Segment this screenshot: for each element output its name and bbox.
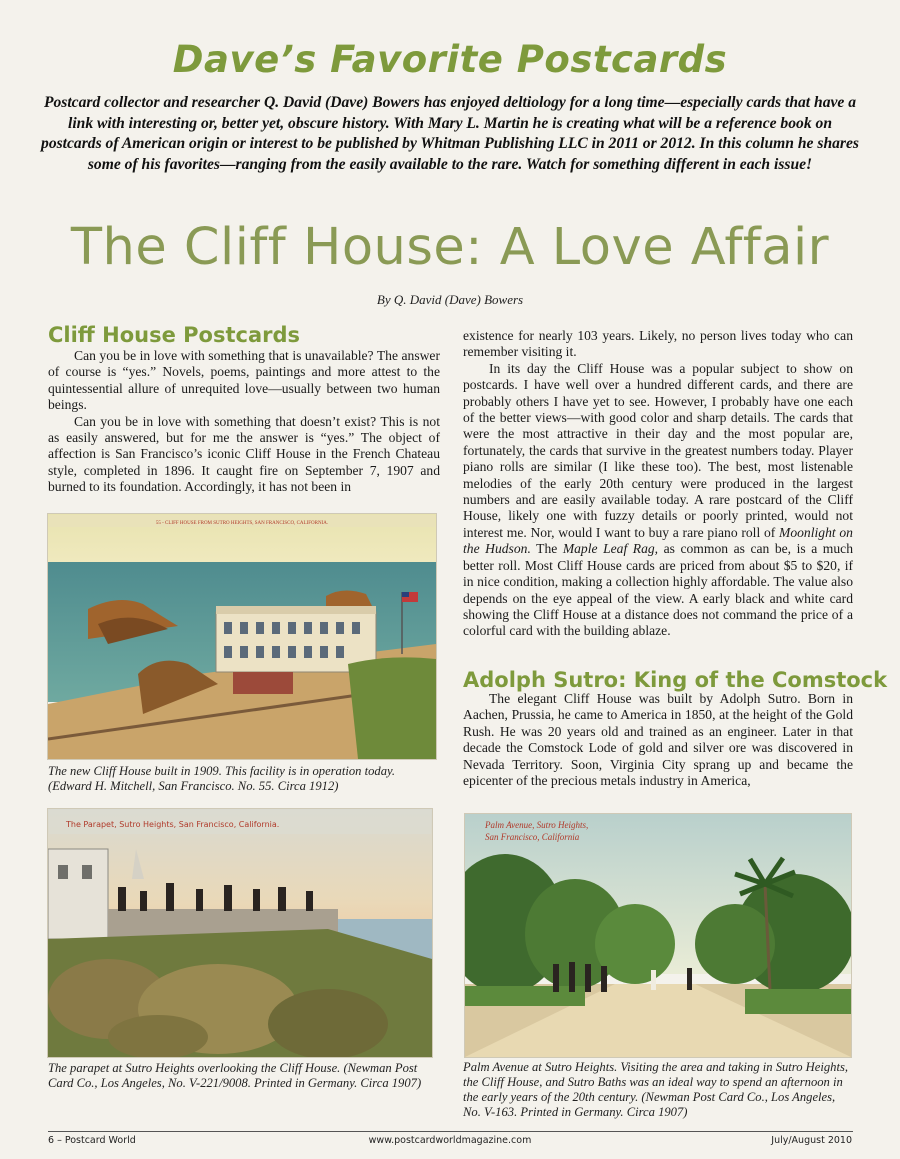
footer-website: www.postcardworldmagazine.com xyxy=(368,1135,532,1146)
parapet-illustration xyxy=(48,809,432,1057)
section-heading-cliff-house-postcards: Cliff House Postcards xyxy=(48,323,300,347)
palm-avenue-illustration xyxy=(465,814,851,1057)
parapet-caption: The parapet at Sutro Heights overlooking the Cliff House. (Newman Post Card Co., Los Angeles, No. V-221/9008. Printed in Germany. Circa 1907) xyxy=(48,1061,422,1090)
right-paragraph-2-part-b: The xyxy=(530,541,563,557)
parapet-card-caption-text: The Parapet, Sutro Heights, San Francisco, California. xyxy=(66,820,280,829)
parapet-postcard-image xyxy=(47,808,433,1058)
right-paragraph-2 xyxy=(463,361,853,640)
right-paragraph-2-part-c: as common as can be, is a much better roll. Most Cliff House cards are priced from about $5 to $20, if in nice condition, making a collection highly affordable. The value also depends on the eye appeal of the view. A early black and white card showing the Cliff House at a distance does not command the price of a colorful card with the building ablaze. xyxy=(463,541,853,639)
cliff-house-postcard-image xyxy=(47,513,437,760)
footer-page-label: 6 – Postcard World xyxy=(48,1135,136,1146)
song-title-maple-leaf: Maple Leaf Rag, xyxy=(562,541,659,557)
right-column-text xyxy=(463,328,853,640)
footer-rule xyxy=(48,1131,853,1132)
column-intro: Postcard collector and researcher Q. David (Dave) Bowers has enjoyed deltiology for a long time—especially cards that have a link with interesting or, better yet, obscure history. With Mary L. Martin he is creating what will be a reference book on postcards of American origin or interest to be published by Whitman Publishing LLC in 2011 or 2012. In this column he shares some of his favorites—ranging from the easily available to the rare. Watch for something different in each issue! xyxy=(41,94,859,173)
section2-text xyxy=(463,691,853,789)
section2-paragraph-1: The elegant Cliff House was built by Adolph Sutro. Born in Aachen, Prussia, he came to America in 1850, at the height of the Gold Rush. He was 20 years old and trained as an engineer. Later in that decade the Comstock Lode of gold and silver ore was discovered in Nevada Territory. Soon, Virginia City sprang up and became the epicenter of the precious metals industry in America, xyxy=(463,691,853,789)
article-byline: By Q. David (Dave) Bowers xyxy=(376,292,524,307)
right-paragraph-continued: existence for nearly 103 years. Likely, no person lives today who can remember visiting it. xyxy=(463,328,853,360)
palm-avenue-card-text-line1: Palm Avenue, Sutro Heights, xyxy=(485,820,589,830)
song-title-moonlight: Moonlight on the Hudson. xyxy=(463,524,853,557)
section-heading-adolph-sutro: Adolph Sutro: King of the Comstock xyxy=(463,668,888,692)
footer-issue-date: July/August 2010 xyxy=(771,1135,852,1146)
column-title: Dave’s Favorite Postcards xyxy=(172,38,728,81)
cliff-house-card-caption-text: 55 - CLIFF HOUSE FROM SUTRO HEIGHTS, SAN FRANCISCO, CALIFORNIA. xyxy=(155,521,329,526)
palm-avenue-caption: Palm Avenue at Sutro Heights. Visiting the area and taking in Sutro Heights, the Cliff House, and Sutro Baths was an ideal way to spend an afternoon in the early years of the 20th century. (Newman Post Card Co., Los Angeles, No. V-163. Printed in Germany. Circa 1907) xyxy=(463,1060,849,1119)
right-paragraph-2-part-a: In its day the Cliff House was a popular subject to show on postcards. I have well over a hundred different cards, and there are probably others I have yet to see. However, I probably have one each of the better views—with good color and sharp details. The cards that were the most attractive in their day and the most popular are, fortunately, the cards that survive in the greatest numbers today. Player piano rolls are similar (I like these too). The best, most listenable melodies of the early 20th century were produced in the largest numbers and are easily available today. A rare postcard of the Cliff House, likely one with fuzzy details or poorly printed, would not interest me. Nor, would I want to buy a rare piano roll of xyxy=(463,360,853,540)
cliff-house-caption: The new Cliff House built in 1909. This facility is in operation today. (Edward H. Mitchell, San Francisco. No. 55. Circa 1912) xyxy=(48,764,396,793)
palm-avenue-postcard-image xyxy=(464,813,852,1058)
palm-avenue-card-text-line2: San Francisco, California xyxy=(485,832,580,842)
cliff-house-illustration xyxy=(48,514,436,759)
article-title: The Cliff House: A Love Affair xyxy=(70,218,830,277)
section1-paragraph-1: Can you be in love with something that is unavailable? The answer of course is “yes.” Novels, poems, paintings and more attest to the quintessential allure of unrequited love—usually between two human beings. xyxy=(48,348,440,413)
section1-text xyxy=(48,348,440,496)
section1-paragraph-2: Can you be in love with something that doesn’t exist? This is not as easily answered, but for me the answer is “yes.” The object of affection is San Francisco’s iconic Cliff House in the French Chateau style, completed in 1896. It caught fire on September 7, 1907 and burned to its foundation. Accordingly, it has not been in xyxy=(48,413,440,495)
